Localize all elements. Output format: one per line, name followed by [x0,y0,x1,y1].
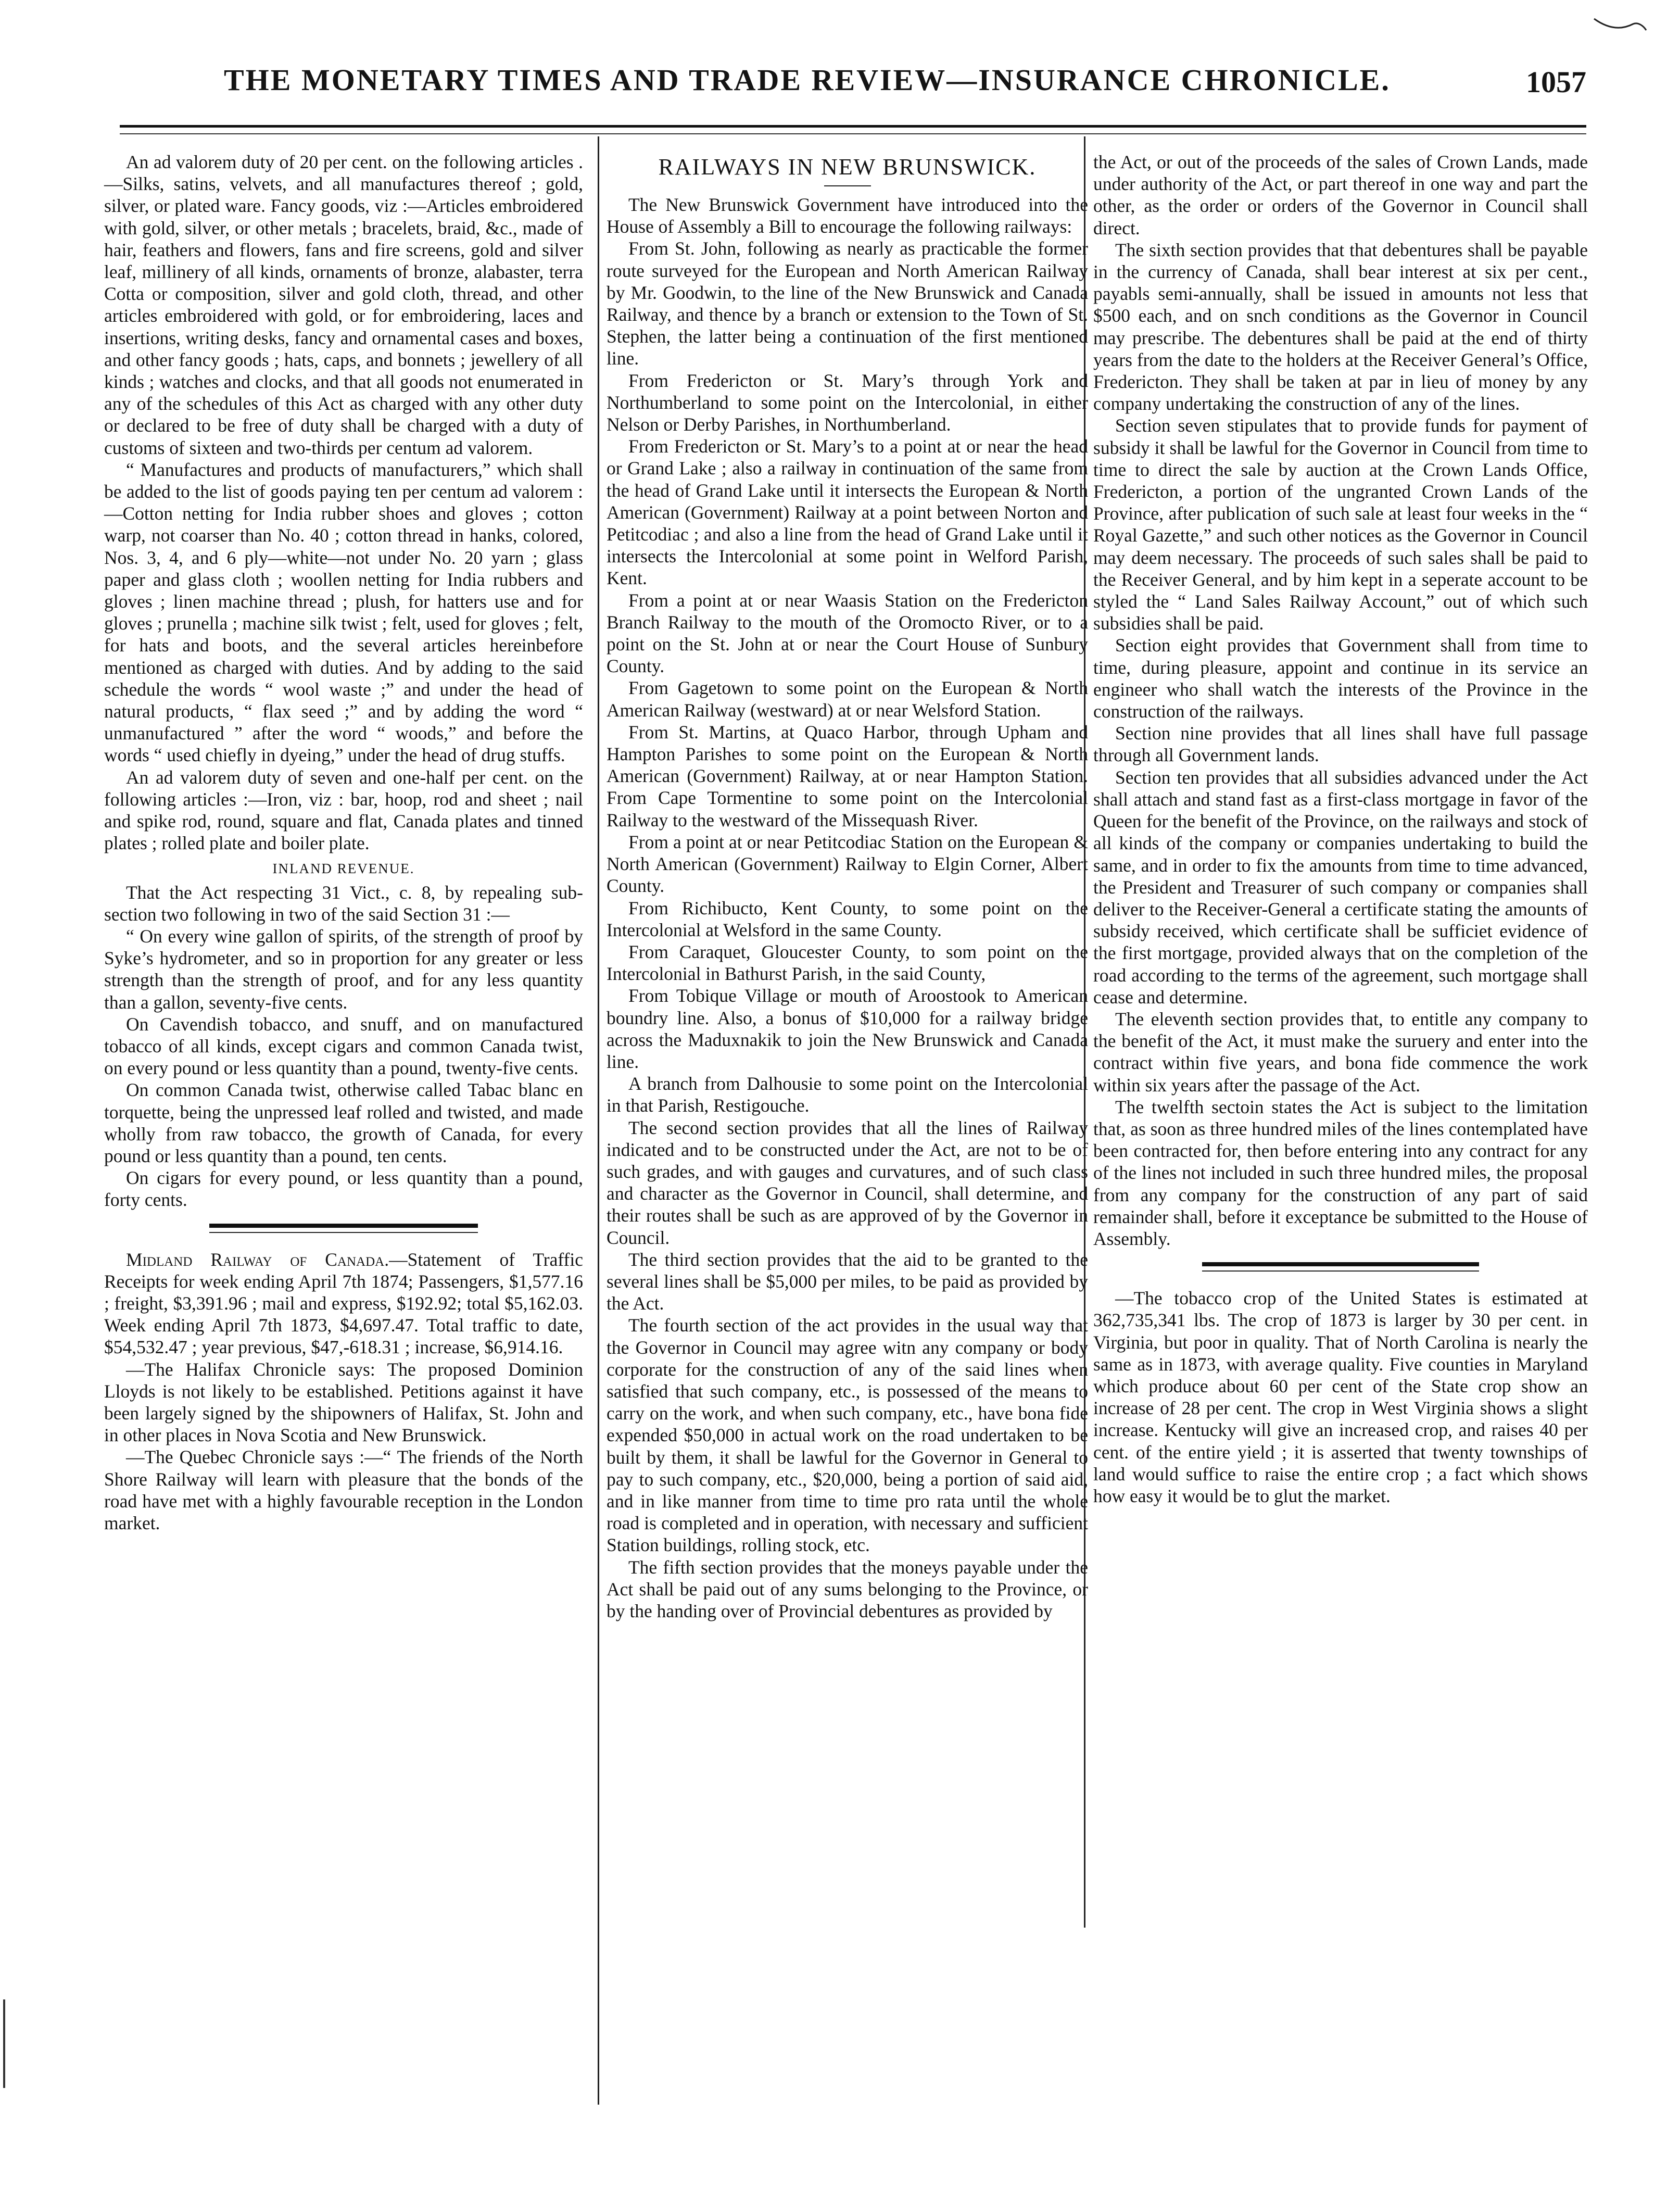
header-rule-thin [120,133,1586,134]
paragraph: From a point at or near Waasis Station on the Fredericton Branch Railway to the mouth of the Oromocto River, or to a point on the St. John at or near the Court House of Sunbury County. [607,589,1088,677]
paragraph: The twelfth sectoin states the Act is subject to the limitation that, as soon as three hundred miles of the lines contemplated have been contracted for, then before entering into any contract for any of the lines not included in such three hundred miles, the proposal from any company for the construction of any part of said remainder shall, before it exceptance be submitted to the House of Assembly. [1093,1096,1588,1249]
paragraph-tobacco-crop: —The tobacco crop of the United States is estimated at 362,735,341 lbs. The crop of 1873 is larger by 30 per cent. in Virginia, but poor in quality. That of North Carolina is nearly the same as in 1873, with average quality. Five counties in Maryland which produce about 60 per cent of the State crop show an increase of 28 per cent. The crop in West Virginia shows a slight increase. Kentucky will give an increased crop, and raises 40 per cent. of the entire yield ; it is asserted that twenty townships of land would suffice to raise the entire crop ; a fact which shows how easy it would be to glut the market. [1093,1288,1588,1506]
paragraph: the Act, or out of the proceeds of the sales of Crown Lands, made under authority of the Act, or part thereof in one way and part the other, as the order or orders of the Governor in Council shall direct. [1093,152,1588,238]
paragraph: “ Manufactures and products of manufacturers,” which shall be added to the list of goods paying ten per centum ad valorem :—Cotton netting for India rubber shoes and gloves ; cotton warp, not coarser than No. 40 ; cotton thread in hanks, colored, Nos. 3, 4, and 6 ply—white—not under No. 20 yarn ; glass paper and glass cloth ; woollen netting for India rubbers and gloves ; linen machine thread ; plush, for hatters use and for gloves ; prunella ; machine silk twist ; felt, used for gloves ; felt, for hats and boots, and the several articles hereinbefore mentioned as charged with duties. And by adding to the said schedule the words “ wool waste ;” and under the head of natural products, “ flax seed ;” and by adding the word “ unmanufactured ” after the word “ woods,” and before the words “ used chiefly in dyeing,” under the head of drug stuffs. [104,459,583,766]
page-number: 1057 [1526,65,1586,99]
paragraph: From Richibucto, Kent County, to some point on the Intercolonial at Welsford in the same County. [607,897,1088,940]
section-separator [1202,1262,1479,1266]
heading-rule [824,185,871,186]
paragraph: “ On every wine gallon of spirits, of the strength of proof by Syke’s hydrometer, and so in proportion for any greater or less strength than the strength of proof, and for any less quantity than a gallon, seventy-five cents. [104,925,583,1013]
paragraph: From St. Martins, at Quaco Harbor, through Upham and Hampton Parishes to some point on the European & North American (Government) Railway, at or near Hampton Station. From Cape Tormentine to some point on the Intercolonial Railway to the westward of the Missequash River. [607,721,1088,831]
paragraph: Section nine provides that all lines shall have full passage through all Government lands. [1093,723,1588,766]
section-separator-thin [209,1232,477,1233]
paragraph: From St. John, following as nearly as practicable the former route surveyed for the European and North American Railway by Mr. Goodwin, to the line of the New Brunswick and Canada Railway, and thence by a branch or extension to the Town of St. Stephen, the latter being a continuation of the first mentioned line. [607,238,1088,369]
paragraph: From Fredericton or St. Mary’s through York and Northumberland to some point on the Intercolonial, in either Nelson or Derby Parishes, in Northumberland. [607,370,1088,435]
lead-in: Midland Railway of Canada. [126,1249,389,1270]
paragraph: From Tobique Village or mouth of Aroostook to American boundry line. Also, a bonus of $10,000 for a railway bridge across the Maduxnakik to join the New Brunswick and Canada line. [607,985,1088,1072]
paragraph: The second section provides that all the lines of Railway indicated and to be constructed under the Act, are not to be of such grades, and with gauges and curvatures, and of such class and character as the Governor in Council, shall determine, and their routes shall be such as are approved of by the Governor in Council. [607,1117,1088,1248]
column-1 [104,151,583,1534]
header-rule [120,125,1586,128]
paragraph: Section seven stipulates that to provide funds for payment of subsidy it shall be lawful for the Governor in Council from time to time to direct the sale by auction at the Crown Lands Office, Fredericton, a portion of the ungranted Crown Lands of the Province, after publication of such sale at least four weeks in the “ Royal Gazette,” and such other notices as the Governor in Council may deem necessary. The proceeds of such sales shall be paid to the Receiver General, and by him kept in a seperate account to be styled the “ Land Sales Railway Account,” out of which such subsidies shall be paid. [1093,415,1588,634]
paragraph: From Fredericton or St. Mary’s to a point at or near the head or Grand Lake ; also a railway in continuation of the same from the head of Grand Lake until it intersects the European & North American (Government) Railway at a point between Norton and Petitcodiac ; and also a line from the head of Grand Lake until it intersects the Intercolonial at some point in Welford Parish, Kent. [607,436,1088,589]
paragraph: Section eight provides that Government shall from time to time, during pleasure, appoint and continue in its service an engineer who shall watch the interests of the Province in the construction of the railways. [1093,635,1588,722]
masthead [115,62,1586,120]
paragraph: The third section provides that the aid to be granted to the several lines shall be $5,000 per miles, to be paid as provided by the Act. [607,1249,1088,1314]
paragraph: The sixth section provides that that debentures shall be payable in the currency of Canada, shall bear interest at six per cent., payabls semi-annually, shall be issued in amounts not less that $500 each, and on snch conditions as the Governor in Council may prescribe. The debentures shall be paid at the end of thirty years from the date to the holders at the Receiver General’s Office, Fredericton. They shall be taken at par in lieu of money by any company undertaking the construction of any of the lines. [1093,239,1588,414]
column-divider-1 [598,136,599,2105]
article-heading: RAILWAYS IN NEW BRUNSWICK. [658,154,1037,180]
paragraph: That the Act respecting 31 Vict., c. 8, by repealing sub-section two following in two of the said Section 31 :— [104,882,583,925]
section-heading-inland-revenue: INLAND REVENUE. [272,860,415,876]
column-2 [607,151,1088,1622]
paragraph: From Caraquet, Gloucester County, to som point on the Intercolonial in Bathurst Parish, in the said County, [607,941,1088,985]
left-margin-mark [3,1999,9,2088]
paragraph-midland-railway: Midland Railway of Canada.—Statement of Traffic Receipts for week ending April 7th 1874; Passengers, $1,577.16 ; freight, $3,391.96 ; mail and express, $192.92; total $5,162.03. Week ending April 7th 1873, $4,697.47. Total traffic to date, $54,532.47 ; year previous, $47,-618.31 ; increase, $6,914.16. [104,1249,583,1358]
paragraph: The New Brunswick Government have introduced into the House of Assembly a Bill to encourage the following railways: [607,194,1088,237]
publication-title: THE MONETARY TIMES AND TRADE REVIEW—INSURANCE CHRONICLE. [224,63,1391,97]
section-separator [209,1224,477,1228]
paragraph: The fourth section of the act provides in the usual way that the Governor in Council may agree witn any company or body corporate for the construction of any of the said lines when satisfied that such company, etc., is possessed of the means to carry on the work, and when such company, etc., have bona fide expended $50,000 in actual work on the road undertaken to be built by them, it shall be lawful for the Governor in General to pay to such company, etc., $20,000, being a portion of said aid, and in like manner from time to time pro rata until the whole road is completed and in operation, with necessary and sufficient Station buildings, rolling stock, etc. [607,1315,1088,1556]
paragraph: On common Canada twist, otherwise called Tabac blanc en torquette, being the unpressed leaf rolled and twisted, and made wholly from raw tobacco, the growth of Canada, for every pound or less quantity than a pound, ten cents. [104,1079,583,1166]
paragraph: The fifth section provides that the moneys payable under the Act shall be paid out of any sums belonging to the Province, or by the handing over of Provincial debentures as provided by [607,1556,1088,1621]
paragraph: On Cavendish tobacco, and snuff, and on manufactured tobacco of all kinds, except cigars and common Canada twist, on every pound or less quantity than a pound, twenty-five cents. [104,1013,583,1079]
paragraph: An ad valorem duty of seven and one-half per cent. on the following articles :—Iron, viz : bar, hoop, rod and sheet ; nail and spike rod, round, square and flat, Canada plates and tinned plates ; rolled plate and boiler plate. [104,766,583,854]
paragraph: From a point at or near Petitcodiac Station on the European & North American (Government) Railway to Elgin Corner, Albert County. [607,831,1088,897]
section-separator-thin [1202,1270,1479,1272]
paragraph: —The Halifax Chronicle says: The proposed Dominion Lloyds is not likely to be established. Petitions against it have been largely signed by the shipowners of Halifax, St. John and in other places in Nova Scotia and New Brunswick. [104,1358,583,1446]
paragraph: A branch from Dalhousie to some point on the Intercolonial in that Parish, Restigouche. [607,1073,1088,1116]
paragraph: On cigars for every pound, or less quantity than a pound, forty cents. [104,1167,583,1211]
paragraph: —The Quebec Chronicle says :—“ The friends of the North Shore Railway will learn with pleasure that the bonds of the road have met with a highly favourable reception in the London market. [104,1446,583,1533]
paragraph: From Gagetown to some point on the European & North American Railway (westward) at or near Welsford Station. [607,677,1088,721]
paragraph: An ad valorem duty of 20 per cent. on the following articles .—Silks, satins, velvets, and all manufactures thereof ; gold, silver, or plated ware. Fancy goods, viz :—Articles embroidered with gold, silver, or other metals ; bracelets, braid, &c., made of hair, feathers and flowers, fans and fire screens, gold and silver leaf, millinery of all kinds, ornaments of bronze, alabaster, terra Cotta or composition, silver and gold cloth, thread, and other articles embroidered with gold, or for embroidering, laces and insertions, writing desks, fancy and ornamental cases and boxes, and other fancy goods ; hats, caps, and bonnets ; jewellery of all kinds ; watches and clocks, and that all goods not enumerated in any of the schedules of this Act as charged with any other duty or declared to be free of duty shall be charged with a duty of customs of sixteen and two-thirds per centum ad valorem. [104,152,583,458]
paragraph: The eleventh section provides that, to entitle any company to the benefit of the Act, it must make the suruery and enter into the contract within five years, and bona fide commence the work within six years after the passage of the Act. [1093,1008,1588,1096]
paragraph: Section ten provides that all subsidies advanced under the Act shall attach and stand fast as a first-class mortgage in favor of the Queen for the benefit of the Province, on the railways and stock of all kinds of the company or companies undertaking to build the same, and in order to fix the amounts from time to time advanced, the President and Treasurer of such company or companies shall deliver to the Receiver-General a certificate stating the amounts of subsidy received, which certificate shall be sufficiet evidence of the first mortgage, provided always that on the completion of the road according to the terms of the agreement, such mortgage shall cease and determine. [1093,766,1588,1008]
corner-pen-mark [1591,12,1649,33]
column-3 [1093,151,1588,1507]
